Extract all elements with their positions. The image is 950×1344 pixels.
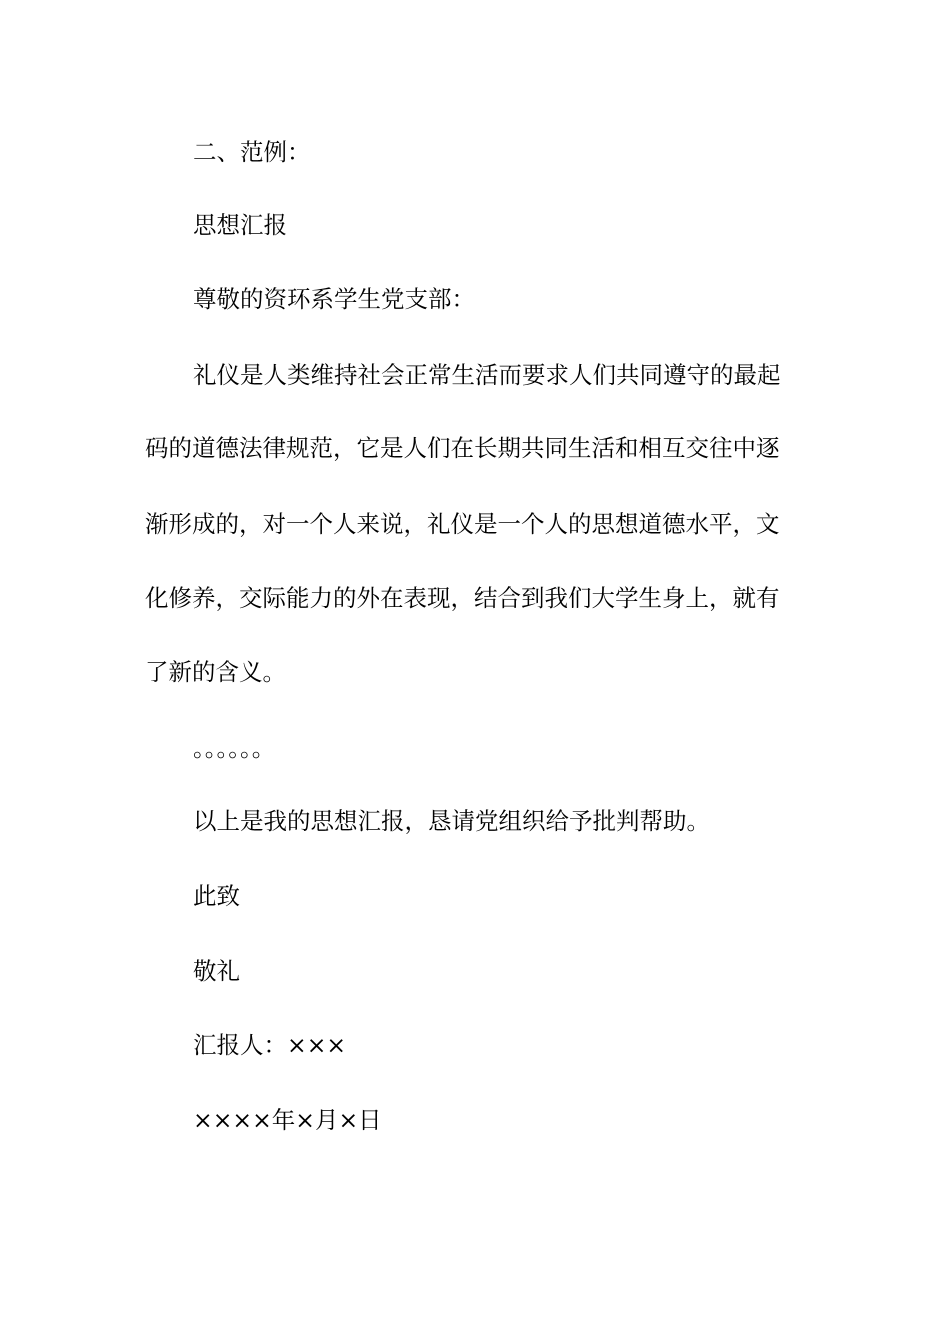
- body-line: 礼仪是人类维持社会正常生活而要求人们共同遵守的最起: [193, 361, 781, 389]
- closing-statement: 以上是我的思想汇报，恳请党组织给予批判帮助。: [193, 807, 710, 835]
- body-line: 了新的含义。: [145, 658, 286, 686]
- body-line: 化修养，交际能力的外在表现，结合到我们大学生身上，就有: [145, 584, 780, 612]
- body-line: 渐形成的，对一个人来说，礼仪是一个人的思想道德水平，文: [145, 510, 780, 538]
- report-date: ××××年×月×日: [193, 1106, 382, 1134]
- closing-cizhi: 此致: [193, 882, 240, 910]
- closing-jingli: 敬礼: [193, 957, 240, 985]
- report-title: 思想汇报: [193, 211, 287, 239]
- section-heading: 二、范例：: [193, 138, 311, 166]
- reporter-signature: 汇报人：×××: [193, 1031, 347, 1059]
- ellipsis: 。。。。。。: [193, 734, 276, 762]
- salutation: 尊敬的资环系学生党支部：: [193, 285, 475, 313]
- body-line: 码的道德法律规范，它是人们在长期共同生活和相互交往中逐: [145, 434, 780, 462]
